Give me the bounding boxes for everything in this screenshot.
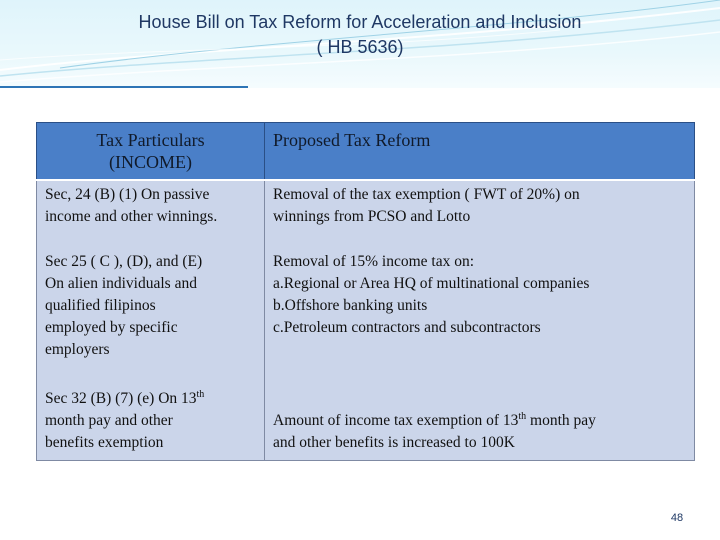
particulars-line: month pay and other (45, 412, 173, 429)
reform-line: Removal of 15% income tax on: (273, 253, 475, 270)
title-underline (0, 86, 248, 88)
slide-title-line-2: ( HB 5636) (316, 37, 404, 57)
header-col1-line-2: (INCOME) (109, 152, 192, 172)
particulars-cell (37, 385, 265, 461)
table-row (37, 248, 695, 385)
particulars-line: employed by specific (45, 319, 178, 336)
header-tax-particulars (37, 123, 265, 181)
table-header-row (37, 123, 695, 181)
particulars-line: income and other winnings. (45, 208, 218, 225)
reform-text: Amount of income tax exemption of 13 (273, 412, 519, 429)
reform-text: month pay (526, 412, 596, 429)
tax-reform-table (36, 122, 695, 461)
reform-line: winnings from PCSO and Lotto (273, 208, 471, 225)
reform-line (273, 410, 692, 432)
reform-line: a.Regional or Area HQ of multinational companies (273, 275, 590, 292)
page-number: 48 (670, 512, 684, 524)
particulars-cell (37, 180, 265, 248)
particulars-line: employers (45, 341, 110, 358)
header-proposed-tax-reform: Proposed Tax Reform (265, 123, 695, 181)
particulars-cell (37, 248, 265, 385)
particulars-line: Sec, 24 (B) (1) On passive (45, 186, 210, 203)
particulars-line (45, 388, 260, 410)
table-row (37, 385, 695, 461)
ordinal-superscript: th (518, 411, 527, 422)
reform-line: Removal of the tax exemption ( FWT of 20%) on (273, 186, 580, 203)
reform-cell (265, 385, 695, 461)
reform-line: and other benefits is increased to 100K (273, 434, 515, 451)
table-row (37, 180, 695, 248)
reform-cell (265, 248, 695, 385)
particulars-text: Sec 32 (B) (7) (e) On 13 (45, 390, 197, 407)
particulars-line: benefits exemption (45, 434, 164, 451)
particulars-line: qualified filipinos (45, 297, 156, 314)
particulars-line: Sec 25 ( C ), (D), and (E) (45, 253, 203, 270)
slide-title-line-1: House Bill on Tax Reform for Acceleration and Inclusion (138, 12, 582, 32)
slide-title (0, 10, 720, 60)
reform-cell (265, 180, 695, 248)
header-col1-line-1: Tax Particulars (96, 130, 205, 150)
particulars-line: On alien individuals and (45, 275, 197, 292)
ordinal-superscript: th (196, 389, 205, 400)
reform-line: b.Offshore banking units (273, 297, 428, 314)
reform-line: c.Petroleum contractors and subcontractors (273, 319, 541, 336)
